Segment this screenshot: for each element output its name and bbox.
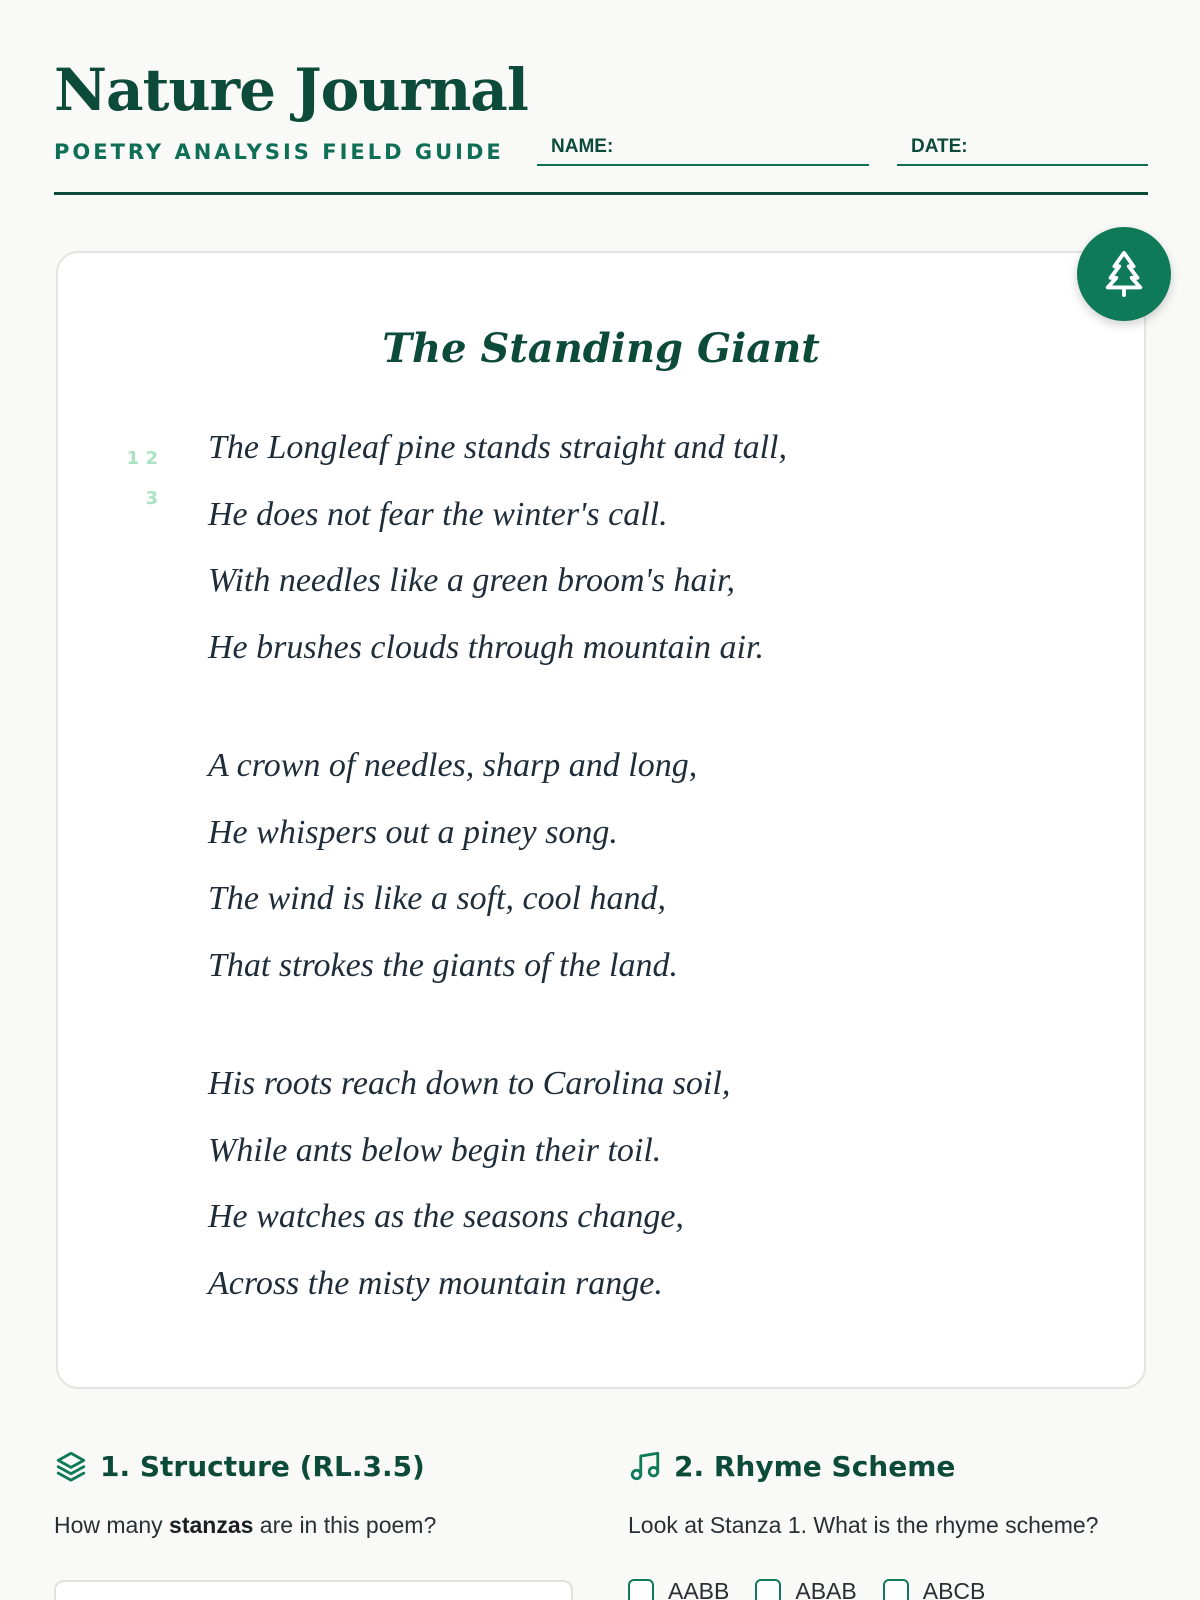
structure-heading	[54, 1446, 574, 1486]
structure-question	[54, 1512, 574, 1539]
question-text: How many	[54, 1512, 170, 1538]
date-field[interactable]	[897, 132, 1148, 166]
checkbox[interactable]	[883, 1579, 909, 1600]
rhyme-heading	[628, 1446, 1168, 1486]
poem-line: While ants below begin their toil.	[208, 1131, 662, 1169]
rhyme-option-abab[interactable]	[755, 1578, 856, 1600]
line-number: 1 2	[126, 448, 158, 469]
line-numbers	[120, 439, 158, 519]
poem-line: The Longleaf pine stands straight and tall,	[208, 429, 787, 466]
date-label: DATE:	[911, 136, 968, 157]
name-label: NAME:	[551, 136, 614, 157]
stanza-2	[208, 733, 787, 999]
rhyme-section	[628, 1446, 1168, 1600]
option-label: AABB	[668, 1578, 730, 1600]
structure-section	[54, 1446, 574, 1539]
option-label: ABAB	[795, 1578, 857, 1600]
layers-icon	[54, 1449, 88, 1483]
page-header	[54, 52, 1148, 176]
tree-badge	[1077, 227, 1171, 321]
poem-line: A crown of needles, sharp and long,	[208, 747, 698, 784]
poem-line: He does not fear the winter's call.	[208, 495, 668, 533]
pine-tree-icon	[1101, 249, 1147, 299]
rhyme-option-abcb[interactable]	[883, 1578, 986, 1600]
name-field[interactable]	[537, 132, 869, 166]
rhyme-question: Look at Stanza 1. What is the rhyme scheme?	[628, 1512, 1099, 1538]
option-label: ABCB	[922, 1578, 986, 1600]
header-subrow	[54, 132, 1148, 176]
poem-line: He whispers out a piney song.	[208, 813, 618, 851]
page-title: Nature Journal	[54, 56, 528, 124]
poem-line: With needles like a green broom's hair,	[208, 562, 735, 599]
checkbox[interactable]	[628, 1579, 654, 1600]
poem-body	[208, 415, 787, 1369]
page-subtitle: POETRY ANALYSIS FIELD GUIDE	[54, 140, 504, 164]
stanza-count-input[interactable]	[54, 1580, 573, 1600]
stanza-1	[208, 415, 787, 681]
checkbox[interactable]	[755, 1579, 781, 1600]
question-text: are in this poem?	[253, 1512, 437, 1538]
rhyme-options	[628, 1578, 1011, 1600]
structure-title: 1. Structure (RL.3.5)	[100, 1449, 425, 1483]
line-number: 3	[145, 488, 158, 509]
poem-card	[56, 251, 1146, 1389]
rhyme-option-aabb[interactable]	[628, 1578, 729, 1600]
music-note-icon	[628, 1449, 662, 1483]
stanza-3	[208, 1051, 787, 1317]
poem-line: That strokes the giants of the land.	[208, 946, 679, 984]
rhyme-title: 2. Rhyme Scheme	[674, 1449, 956, 1483]
poem-line: The wind is like a soft, cool hand,	[208, 880, 667, 917]
poem-line: He watches as the seasons change,	[208, 1198, 684, 1235]
poem-title: The Standing Giant	[382, 325, 820, 372]
poem-line: He brushes clouds through mountain air.	[208, 628, 764, 666]
question-emphasis: stanzas	[169, 1512, 254, 1538]
poem-line: Across the misty mountain range.	[208, 1264, 663, 1302]
poem-line: His roots reach down to Carolina soil,	[208, 1065, 731, 1102]
header-divider	[54, 192, 1148, 195]
